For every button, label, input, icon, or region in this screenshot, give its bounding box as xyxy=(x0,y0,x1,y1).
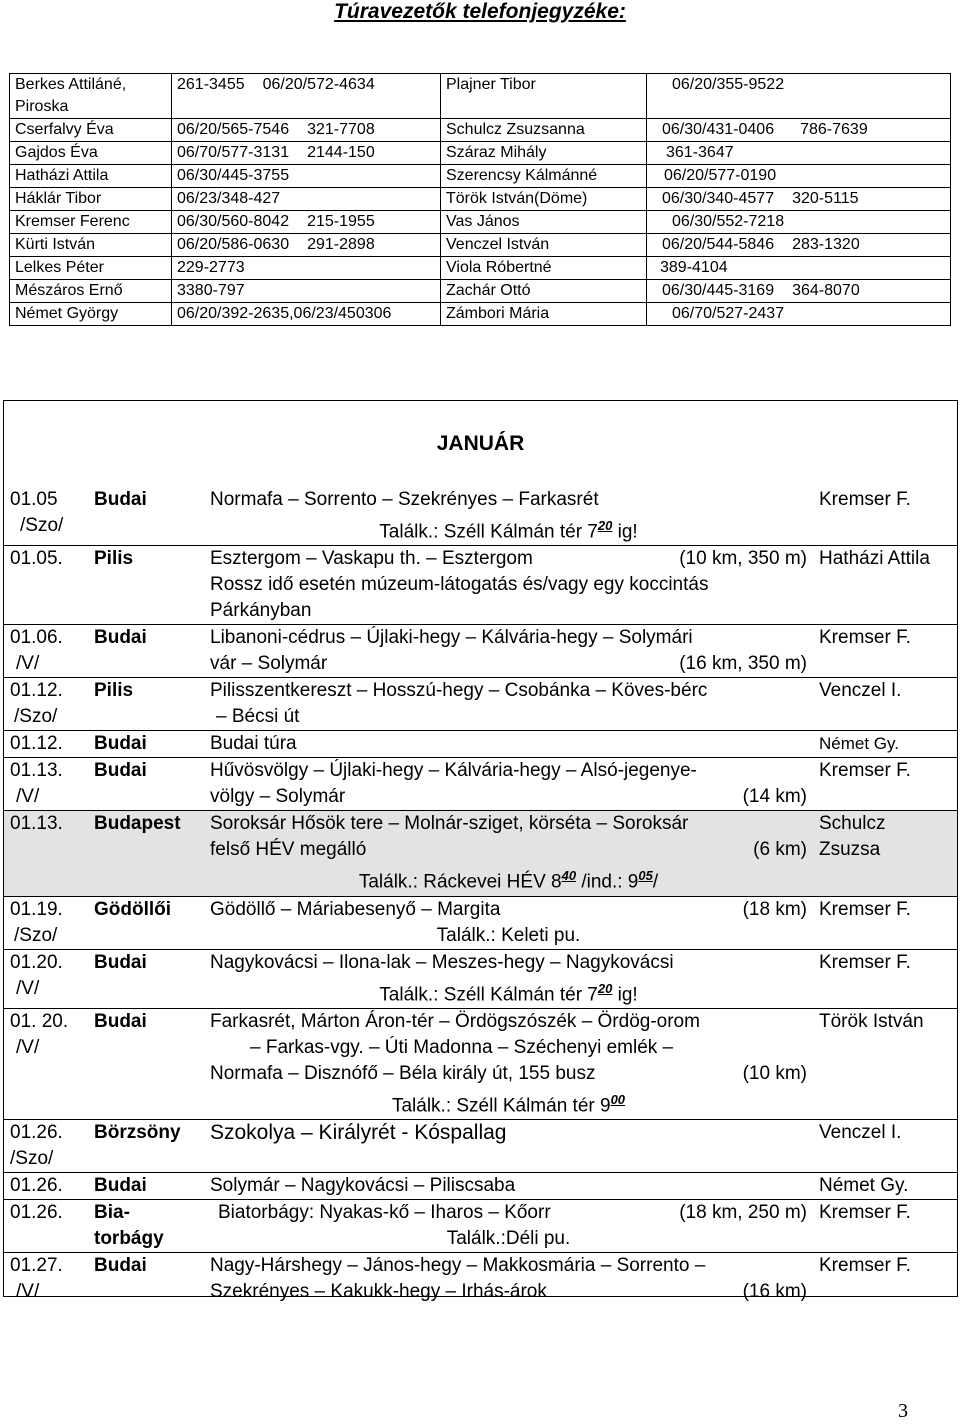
guide-name: Gajdos Éva xyxy=(10,142,172,165)
table-row xyxy=(4,949,957,1008)
tour-date: 01.05 /Szo/ xyxy=(10,489,64,536)
tour-guide: Kremser F. xyxy=(819,1202,911,1224)
tour-date: 01.26. xyxy=(10,1202,63,1224)
table-row xyxy=(4,1253,957,1306)
table-row xyxy=(4,758,957,811)
phone-numbers: 06/70/527-2437 xyxy=(647,303,951,326)
tour-date: 01.26. /Szo/ xyxy=(10,1122,63,1170)
tour-route: Nagy-Hárshegy – János-hegy – Makkosmária – Sorrento – Szekrényes – Kakukk-hegy – Irhás-árok (16 km) xyxy=(210,1255,807,1303)
tour-schedule-table xyxy=(4,487,957,1305)
table-row xyxy=(10,211,951,234)
guide-name: Cserfalvy Éva xyxy=(10,119,172,142)
guide-name: Hatházi Attila xyxy=(10,165,172,188)
tour-region: Budai xyxy=(94,1175,147,1197)
tour-route: Biatorbágy: Nyakas-kő – Iharos – Kőorr (18 km, 250 m) Találk.:Déli pu. xyxy=(218,1202,807,1250)
tour-route: Solymár – Nagykovácsi – Piliscsaba xyxy=(210,1175,516,1197)
phone-numbers: 06/30/445-3755 xyxy=(172,165,441,188)
tour-guide: Német Gy. xyxy=(819,734,899,754)
tour-route: Gödöllő – Máriabesenyő – Margita (18 km) Találk.: Keleti pu. xyxy=(210,898,807,946)
guide-name: Kremser Ferenc xyxy=(10,211,172,234)
table-row xyxy=(10,303,951,326)
tour-date: 01.20. /V/ xyxy=(10,951,63,999)
phone-numbers: 06/20/586-0630 291-2898 xyxy=(172,234,441,257)
tour-date: 01.19. /Szo/ xyxy=(10,898,63,946)
tour-guide: Kremser F. xyxy=(819,1255,911,1277)
tour-date: 01.13. xyxy=(4,811,88,896)
tour-date: 01.06. /V/ xyxy=(10,627,63,675)
tour-date: 01.05. xyxy=(10,548,63,570)
tour-region: Budai xyxy=(94,951,147,973)
tour-guide: Kremser F. xyxy=(819,951,911,973)
tour-guide: Német Gy. xyxy=(819,1175,909,1197)
table-row xyxy=(10,119,951,142)
table-row xyxy=(4,546,957,625)
tour-region: Pilis xyxy=(94,548,134,570)
tour-date: 01.13. /V/ xyxy=(10,760,63,808)
guide-name: Száraz Mihály xyxy=(441,142,647,165)
tour-region: Budai xyxy=(94,733,147,755)
phone-numbers: 06/30/552-7218 xyxy=(647,211,951,234)
tour-date: 01.12. xyxy=(10,733,63,755)
tour-region: Börzsöny xyxy=(94,1122,181,1144)
guide-name: Német György xyxy=(10,303,172,326)
tour-guide: Kremser F. xyxy=(819,627,911,649)
tour-region: Budai xyxy=(94,760,147,782)
phone-numbers: 06/70/577-3131 2144-150 xyxy=(172,142,441,165)
table-row xyxy=(4,811,957,896)
phone-numbers: 06/30/560-8042 215-1955 xyxy=(172,211,441,234)
table-row xyxy=(10,188,951,211)
phone-numbers: 06/20/355-9522 xyxy=(647,74,951,119)
guide-name: Török István(Döme) xyxy=(441,188,647,211)
table-row xyxy=(4,731,957,758)
phone-numbers: 06/30/431-0406 786-7639 xyxy=(647,119,951,142)
table-row xyxy=(4,487,957,546)
tour-guide: Hatházi Attila xyxy=(819,548,930,570)
page-title: Túravezetők telefonjegyzéke: xyxy=(334,0,626,23)
table-row xyxy=(10,280,951,303)
tour-route: Esztergom – Vaskapu th. – Esztergom (10 km, 350 m) Rossz idő esetén múzeum-látogatás és/vagy egy koccintás Párkányban xyxy=(210,548,807,622)
tour-route: Hűvösvölgy – Újlaki-hegy – Kálvária-hegy – Alsó-jegenye- völgy – Solymár (14 km) xyxy=(210,760,807,808)
table-row xyxy=(4,678,957,731)
tour-route: Budai túra xyxy=(210,733,297,755)
phone-numbers: 06/30/445-3169 364-8070 xyxy=(647,280,951,303)
tour-region: Budapest xyxy=(88,811,204,896)
table-row xyxy=(10,257,951,280)
guide-name: Szerencsy Kálmánné xyxy=(441,165,647,188)
table-row xyxy=(10,142,951,165)
table-row xyxy=(4,1173,957,1200)
phone-numbers: 06/23/348-427 xyxy=(172,188,441,211)
tour-route: Pilisszentkereszt – Hosszú-hegy – Csobánka – Köves-bérc – Bécsi út xyxy=(210,680,708,728)
tour-region: Budai xyxy=(94,489,147,510)
tour-guide: Kremser F. xyxy=(819,898,911,920)
page-number: 3 xyxy=(898,1400,908,1422)
phone-numbers: 06/20/565-7546 321-7708 xyxy=(172,119,441,142)
tour-region: Budai xyxy=(94,1010,147,1032)
tour-date: 01.26. xyxy=(10,1175,63,1197)
tour-schedule-box xyxy=(3,400,958,1303)
tour-route: Normafa – Sorrento – Szekrényes – Farkasrét Találk.: Széll Kálmán tér $7^{20}$ ig! xyxy=(210,489,638,543)
tour-guide: Kremser F. xyxy=(819,489,911,510)
table-row xyxy=(4,896,957,949)
tour-guide: Schulcz Zsuzsa xyxy=(813,811,957,896)
guide-name: Berkes Attiláné, Piroska xyxy=(10,74,172,119)
table-row xyxy=(4,625,957,678)
phone-numbers: 361-3647 xyxy=(647,142,951,165)
phone-numbers: 06/30/340-4577 320-5115 xyxy=(647,188,951,211)
tour-region: Bia-torbágy xyxy=(94,1202,164,1250)
table-row xyxy=(4,1120,957,1173)
tour-date: 01.12. /Szo/ xyxy=(10,680,63,728)
tour-region: Budai xyxy=(94,627,147,649)
phone-numbers: 06/20/577-0190 xyxy=(647,165,951,188)
tour-route: Szokolya – Királyrét - Kóspallag xyxy=(210,1121,507,1145)
phone-numbers: 389-4104 xyxy=(647,257,951,280)
month-heading: JANUÁR xyxy=(436,432,525,455)
tour-route: Soroksár Hősök tere – Molnár-sziget, körséta – Soroksár felső HÉV megálló (6 km) Találk.: Ráckevei HÉV $8^{40}$ /ind.: $9^{05}/$ xyxy=(204,811,813,896)
phone-numbers: 3380-797 xyxy=(172,280,441,303)
guide-name: Plajner Tibor xyxy=(441,74,647,119)
table-row xyxy=(10,234,951,257)
tour-guide: Venczel I. xyxy=(819,1122,902,1144)
tour-region: Budai xyxy=(94,1255,147,1277)
tour-region: Pilis xyxy=(94,680,134,702)
tour-route: Libanoni-cédrus – Újlaki-hegy – Kálvária-hegy – Solymári vár – Solymár (16 km, 350 m) xyxy=(210,627,807,675)
tour-route: Farkasrét, Márton Áron-tér – Ördögszószék – Ördög-orom – Farkas-vgy. – Úti Madonna – Széchenyi emlék – Normafa – Disznófő – Béla király út, 155 busz (10 km) Találk.: Széll Kálmán tér $9^{00}$ xyxy=(210,1010,807,1117)
tour-guide: Kremser F. xyxy=(819,760,911,782)
guide-name: Venczel István xyxy=(441,234,647,257)
guide-name: Zámbori Mária xyxy=(441,303,647,326)
phone-numbers: 06/20/392-2635,06/23/450306 xyxy=(172,303,441,326)
tour-guide: Venczel I. xyxy=(819,680,902,702)
guide-name: Háklár Tibor xyxy=(10,188,172,211)
table-row xyxy=(10,165,951,188)
phone-numbers: 06/20/544-5846 283-1320 xyxy=(647,234,951,257)
tour-date: 01. 20. /V/ xyxy=(10,1010,69,1058)
guide-name: Zachár Ottó xyxy=(441,280,647,303)
guide-name: Mészáros Ernő xyxy=(10,280,172,303)
phone-numbers: 261-3455 06/20/572-4634 xyxy=(172,74,441,119)
guide-name: Schulcz Zsuzsanna xyxy=(441,119,647,142)
table-row xyxy=(4,1008,957,1119)
tour-guide: Török István xyxy=(819,1010,924,1032)
table-row xyxy=(4,1200,957,1253)
phone-numbers: 229-2773 xyxy=(172,257,441,280)
tour-date: 01.27. /V/ xyxy=(10,1255,63,1303)
guide-name: Kürti István xyxy=(10,234,172,257)
guide-name: Lelkes Péter xyxy=(10,257,172,280)
guide-name: Vas János xyxy=(441,211,647,234)
table-row xyxy=(10,74,951,119)
tour-region: Gödöllői xyxy=(94,898,172,920)
tour-route: Nagykovácsi – Ilona-lak – Meszes-hegy – Nagykovácsi Találk.: Széll Kálmán tér $7^{20}$ ig! xyxy=(210,951,674,1005)
phone-directory-table xyxy=(9,73,951,326)
guide-name: Viola Róbertné xyxy=(441,257,647,280)
